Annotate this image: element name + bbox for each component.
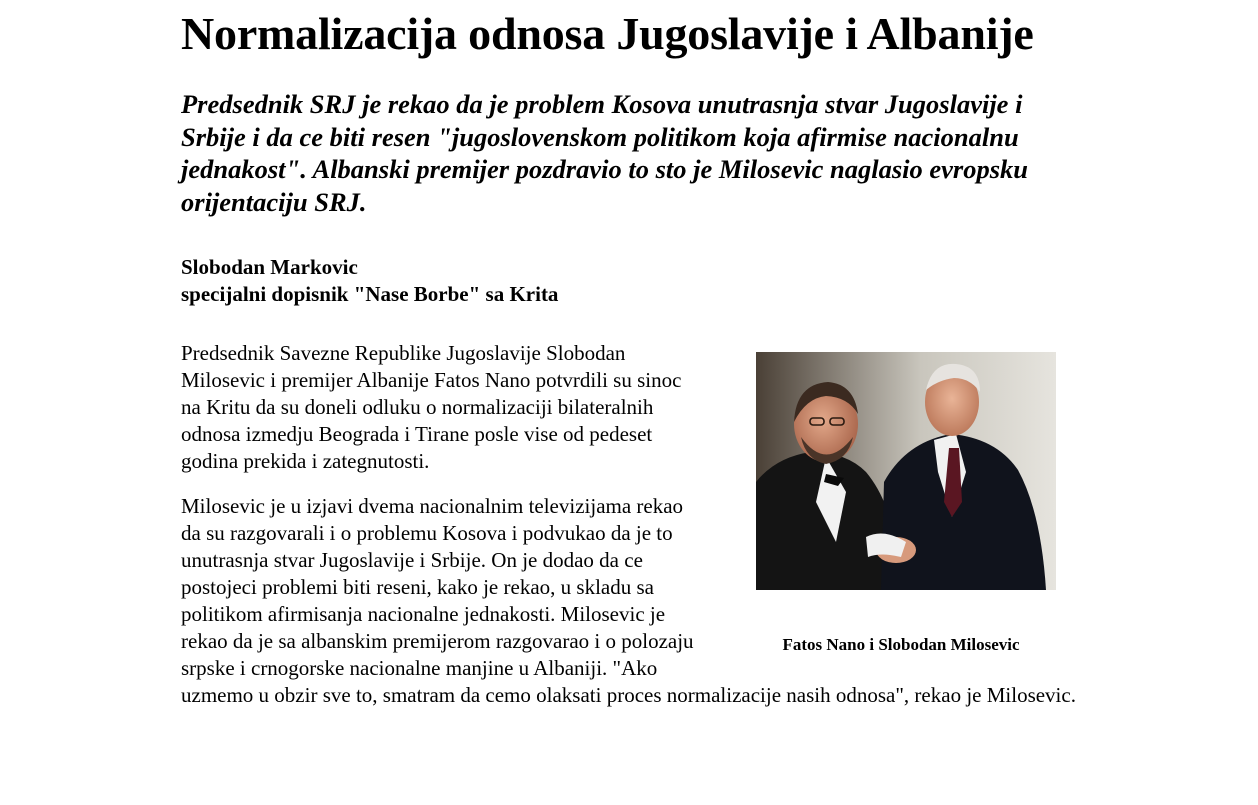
article	[181, 0, 1081, 727]
paragraph: Predsednik Savezne Republike Jugoslavije Slobodan Milosevic i premijer Albanije Fatos Nano potvrdili su sinoc na Kritu da su doneli odluku o normalizaciji bilateralnih odnosa izmedju Beograda i Tirane posle vise od pedeset godina prekida i zategnutosti.	[181, 341, 682, 473]
byline	[181, 254, 1081, 308]
author-role: specijalni dopisnik "Nase Borbe" sa Krita	[181, 282, 559, 306]
article-body	[181, 340, 1081, 709]
photo-caption: Fatos Nano i Slobodan Milosevic	[782, 635, 1020, 654]
article-lead: Predsednik SRJ je rekao da je problem Kosova unutrasnja stvar Jugoslavije i Srbije i da ce biti resen "jugoslovenskom politikom koja afirmise nacionalnu jednakost". Albanski premijer pozdravio to sto je Milosevic naglasio evropsku orijentaciju SRJ.	[181, 89, 1029, 217]
photo-figure	[721, 342, 1081, 656]
news-photo	[756, 352, 1056, 590]
article-title: Normalizacija odnosa Jugoslavije i Albanije	[181, 8, 1034, 59]
author-name: Slobodan Markovic	[181, 255, 358, 279]
paragraph: Milosevic je u izjavi dvema nacionalnim televizijama rekao da su razgovarali i o problemu Kosova i podvukao da je to unutrasnja stvar Jugoslavije i Srbije. On je dodao da ce postojeci problemi biti reseni, kako je rekao, u skladu sa politikom afirmisanja nacionalne jednakosti. Milosevic je rekao da je sa albanskim premijerom razgovarao i o polozaju srpske i crnogorske nacionalne manjine u Albaniji. "Ako uzmemo u obzir sve to, smatram da cemo olaksati proces normalizacije nasih odnosa", rekao je Milosevic.	[181, 494, 1076, 707]
